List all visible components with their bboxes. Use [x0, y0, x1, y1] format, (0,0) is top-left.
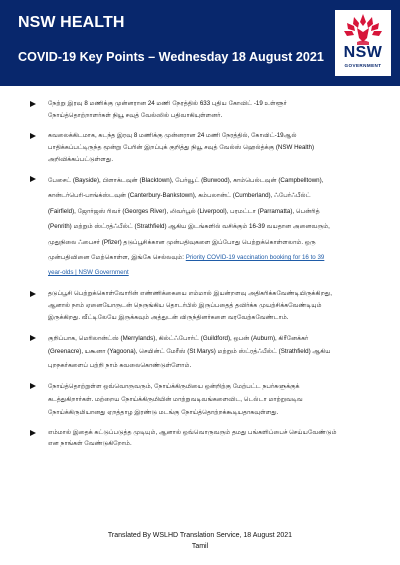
translation-credit: Translated By WSLHD Translation Service, 18 August 2021 [107, 532, 293, 539]
bullet-arrow-icon [30, 133, 36, 139]
text-line: (Penrith) மற்றும் ஸ்ட்ரத்ஃபீல்ட் (Strathfield) ஆகிய இடங்களில் வசிக்கும் 16-39 வயதான அனைவரும், [48, 223, 330, 231]
text-line: கவலைக்கிடமாக, கடந்த இரவு 8 மணிக்கு முன்னரான 24 மணி நேரத்தில், கோவிட்-19ஆல் [48, 131, 297, 139]
key-point-delta-variant [30, 380, 366, 420]
waratah-icon [341, 12, 385, 46]
bullet-arrow-icon [30, 101, 36, 107]
bullet-arrow-icon [30, 176, 36, 182]
key-point-call-to-action [30, 427, 366, 449]
text-line: முதுநிலை ஃபைசர் (Pfizer) தடுப்பூசிக்கான முன்பதிவுகளை இப்போது பெற்றுக்கொள்ளலாம். ஒரு [48, 238, 316, 246]
text-line: புறநகர்களைப் பற்றி நாம் கவலைகொண்டுள்ளோம். [48, 361, 192, 369]
logo-subtext: GOVERNMENT [344, 63, 382, 68]
bullet-arrow-icon [30, 291, 36, 297]
text-line: (Greenacre), யகூனா (Yagoona), செயின்ட் மேரீஸ் (St Marys) மற்றும் ஸ்ட்ரத்ஃபீல்ட் (Strathfield) ஆகிய [48, 348, 331, 356]
language-label: Tamil [191, 543, 209, 550]
bullet-arrow-icon [30, 430, 36, 436]
text-line: (Fairfield), ஜோர்ஜஸ் ரிவர் (Georges River), லிவர்பூல் (Liverpool), பரமட்டா (Parramatta), பென்ரித் [48, 207, 320, 215]
vaccination-booking-link[interactable]: Priority COVID-19 vaccination booking for 16 to 39 [185, 254, 325, 262]
bullet-arrow-icon [30, 383, 36, 389]
text-line: குறிப்பாக, மெரிலான்ட்ஸ் (Merrylands), கில்ட்ஃபோர்ட் (Guildford), ஒபன் (Auburn), கிரீனேக்கர் [48, 334, 309, 342]
key-point-suburbs-of-concern [30, 332, 366, 372]
bullet-arrow-icon [30, 335, 36, 341]
header-banner [0, 0, 400, 86]
text-line: பேசைட் (Bayside), பிளாக்டவுன் (Blacktown), பேர்வூட் (Burwood), காம்பெல்டவுன் (Campbelltown), [48, 177, 324, 184]
key-points-list [30, 98, 366, 457]
text-line: என நாங்கள் வேண்டுகிறோம். [48, 440, 132, 448]
logo-wordmark: NSW [343, 44, 383, 61]
text-line-with-link [48, 250, 366, 265]
key-point-stay-home [30, 288, 366, 324]
key-point-new-cases [30, 98, 366, 122]
text-line: நோய்த்தொற்றாளர்கள் நியூ சவுத் வேல்ஸில் பதிவாகியுள்ளனர். [48, 112, 223, 119]
page-title: NSW HEALTH [18, 14, 125, 31]
text-line: எம்மால் இதைக் கட்டுப்படுத்த முடியும், ஆனால் ஒவ்வொருவரும் தமது பங்களிப்பைச் செய்யவேண்டும் [48, 429, 337, 437]
text-line: நேற்று இரவு 8 மணிக்கு முன்னரான 24 மணி நேரத்தில் 633 புதிய கோவிட் -19 உள்ளூர் [48, 100, 287, 107]
text-line: கடத்துகிறார்கள். மற்றைய நோய்க்கிருமியின் மாற்றுவடிவங்களைவிட, டெல்டா மாற்றுவடிவ [48, 395, 303, 403]
key-point-vaccination-booking [30, 173, 366, 281]
page-subtitle: COVID-19 Key Points – Wednesday 18 August 2021 [18, 50, 324, 64]
text-line: இருக்கிறது. வீட்டிலேயே இருக்கவும் அத்துடன் விருந்தினர்களை வரவேற்கவேண்டாம். [48, 314, 289, 322]
vaccination-booking-link-continued[interactable]: year-olds | NSW Government [48, 269, 129, 277]
text-segment: முன்பதிவினை மேற்கொள்ள, இங்கே செல்லவும்: [48, 254, 184, 262]
key-point-deaths [30, 130, 366, 166]
text-line-with-link [48, 265, 366, 280]
text-line: நோய்த்தொற்றுள்ள ஒவ்வொருவரும், நோய்க்கிருமியை ஒன்றிற்கு மேற்பட்ட நபர்களுக்குக் [48, 382, 300, 390]
text-line: நோய்க்கிருமியானது ஏறத்தாழ இரண்டு மடங்கு நோய்த்தொற்றக்கூடியதாகவுள்ளது. [48, 409, 279, 417]
nsw-government-logo [335, 10, 391, 76]
footer [0, 530, 400, 552]
text-line: ஆனால் நாம் ஏனையோருடன் நெருங்கிய தொடர்பில் இருப்பதைத் தவிர்க்க முயற்சிக்கவேண்டியும் [48, 302, 322, 310]
text-line: பாதிக்கப்பட்டிருந்த மூன்று பேரின் இறப்புக் குறித்து நியூ சவுத் வேல்ஸ் ஹெல்த்க்கு (NSW Health) [48, 143, 315, 151]
text-line: அறிவிக்கப்பட்டுள்ளது. [48, 155, 114, 163]
text-line: தடுப்பூசி பெற்றுக்கொள்வோரின் எண்ணிக்கையை எம்மால் இயன்றளவு அதிகரிக்கவேண்டியிருக்கிறது, [48, 290, 333, 298]
text-line: கான்டர்பெரி-பாங்க்ஸ்டவுன் (Canterbury-Bankstown), கம்பலான்ட் (Cumberland), ஃபேர்ஃபீல்ட் [48, 192, 311, 200]
